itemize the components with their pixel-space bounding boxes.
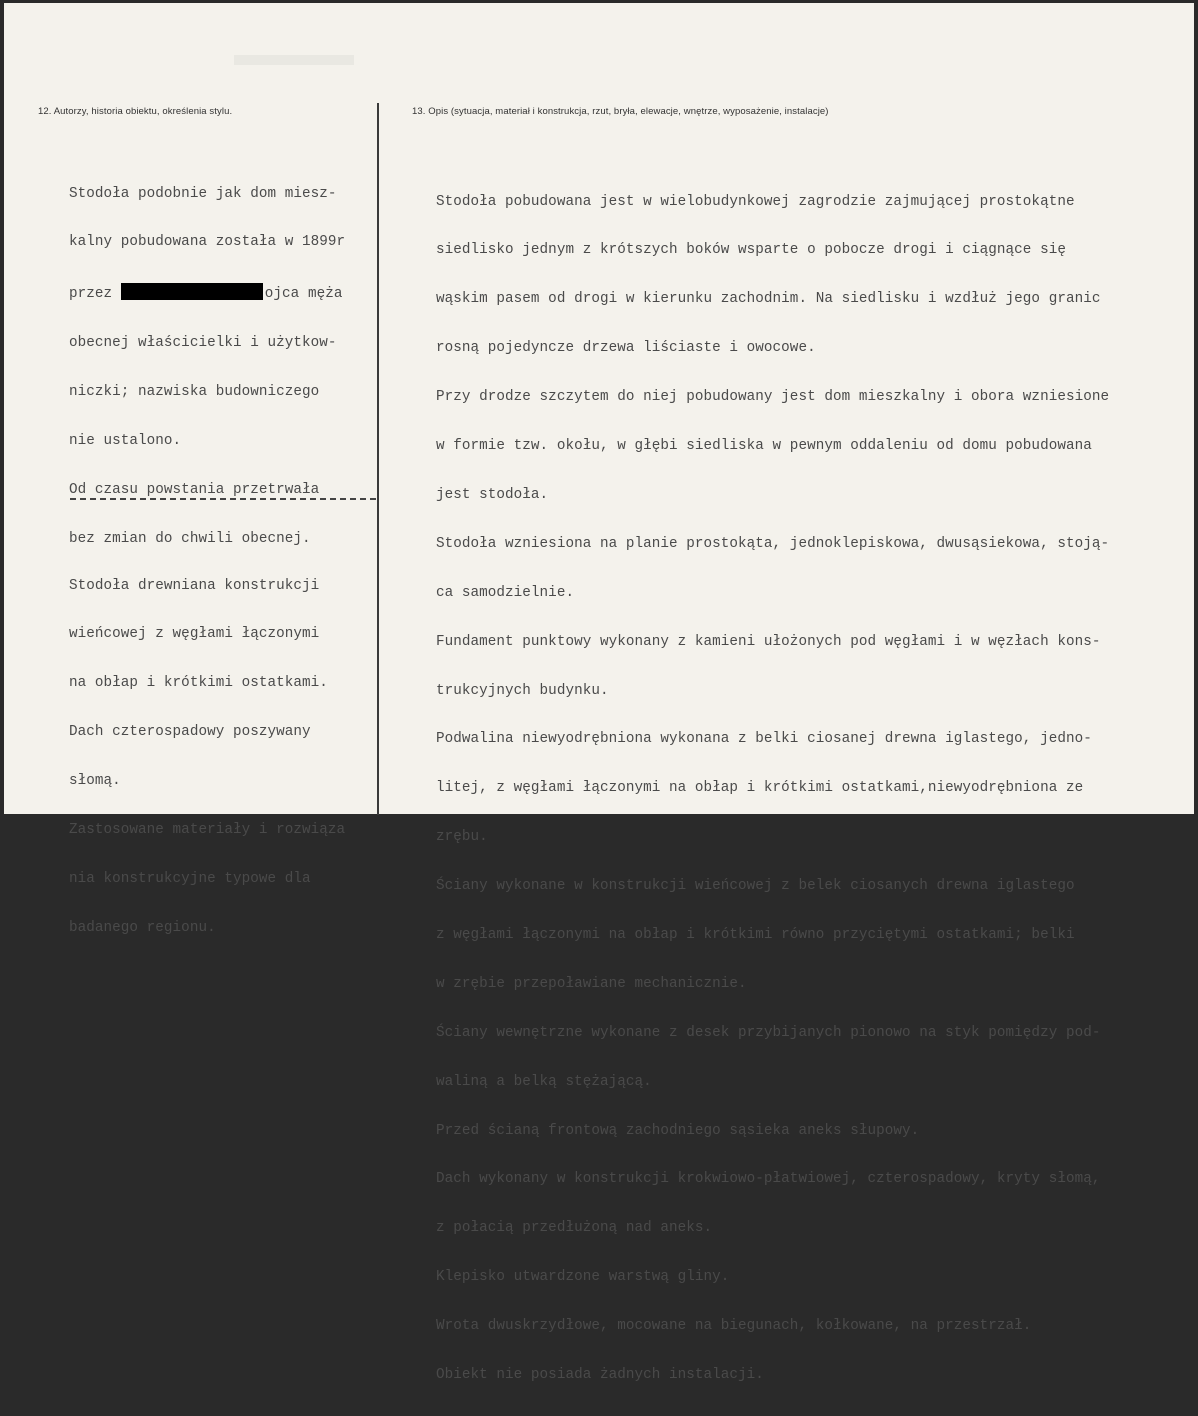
description-line: rosną pojedyncze drzewa liściaste i owocowe. bbox=[436, 340, 816, 357]
history-line: nie ustalono. bbox=[69, 433, 182, 450]
history-line: obecnej właścicielki i użytkow- bbox=[69, 335, 337, 352]
style-line: słomą. bbox=[69, 773, 121, 790]
history-line-prefix: przez bbox=[69, 286, 113, 303]
style-line: Dach czterospadowy poszywany bbox=[69, 724, 311, 741]
history-line: kalny pobudowana została w 1899r bbox=[69, 234, 346, 251]
description-line: Przy drodze szczytem do niej pobudowany jest dom mieszkalny i obora wzniesione bbox=[436, 389, 1110, 406]
column-divider bbox=[377, 103, 379, 815]
description-line: Wrota dwuskrzydłowe, mocowane na biegunach, kołkowane, na przestrzał. bbox=[436, 1318, 1032, 1335]
style-line: badanego regionu. bbox=[69, 919, 216, 936]
history-line-redacted bbox=[69, 283, 345, 302]
description-line: jest stodoła. bbox=[436, 486, 549, 503]
description-line: Stodoła pobudowana jest w wielobudynkowej zagrodzie zajmującej prostokątne bbox=[436, 193, 1075, 210]
section-12-header: 12. Autorzy, historia obiektu, określenia stylu. bbox=[38, 106, 233, 117]
description-line: Fundament punktowy wykonany z kamieni ułożonych pod węgłami i w węzłach kons- bbox=[436, 633, 1101, 650]
redaction-bar bbox=[121, 283, 263, 300]
description-line: Klepisko utwardzone warstwą gliny. bbox=[436, 1269, 730, 1286]
style-line: nia konstrukcyjne typowe dla bbox=[69, 870, 311, 887]
document-page bbox=[4, 3, 1194, 1383]
description-line: Stodoła wzniesiona na planie prostokąta, jednoklepiskowa, dwusąsiekowa, stoją- bbox=[436, 535, 1110, 552]
description-line: zrębu. bbox=[436, 829, 488, 846]
faint-mark bbox=[234, 55, 354, 65]
description-line: Obiekt nie posiada żadnych instalacji. bbox=[436, 1366, 764, 1383]
description-line: Ściany wykonane w konstrukcji wieńcowej z belek ciosanych drewna iglastego bbox=[436, 878, 1075, 895]
dashed-separator bbox=[70, 498, 376, 500]
description-line: wąskim pasem od drogi w kierunku zachodnim. Na siedlisku i wzdłuż jego granic bbox=[436, 291, 1101, 308]
description-line: ca samodzielnie. bbox=[436, 584, 575, 601]
description-line: w zrębie przepoławiane mechanicznie. bbox=[436, 975, 747, 992]
description-line: z węgłami łączonymi na obłap i krótkimi równo przyciętymi ostatkami; belki bbox=[436, 926, 1075, 943]
description-line: z połacią przedłużoną nad aneks. bbox=[436, 1220, 713, 1237]
history-line: niczki; nazwiska budowniczego bbox=[69, 384, 320, 401]
description-line: Przed ścianą frontową zachodniego sąsieka aneks słupowy. bbox=[436, 1122, 920, 1139]
description-line: w formie tzw. okołu, w głębi siedliska w pewnym oddaleniu od domu pobudowana bbox=[436, 438, 1092, 455]
history-text bbox=[69, 153, 345, 580]
history-line-suffix: ojca męża bbox=[264, 286, 343, 303]
style-line: na obłap i krótkimi ostatkami. bbox=[69, 675, 328, 692]
description-line: siedlisko jednym z krótszych boków wsparte o pobocze drogi i ciągnące się bbox=[436, 242, 1066, 259]
description-line: trukcyjnych budynku. bbox=[436, 682, 609, 699]
description-line: Dach wykonany w konstrukcji krokwiowo-płatwiowej, czterospadowy, kryty słomą, bbox=[436, 1171, 1101, 1188]
style-line: Zastosowane materiały i rozwiąza bbox=[69, 822, 346, 839]
description-text bbox=[436, 161, 1109, 1416]
description-line: Podwalina niewyodrębniona wykonana z belki ciosanej drewna iglastego, jedno- bbox=[436, 731, 1092, 748]
section-13-header: 13. Opis (sytuacja, materiał i konstrukcja, rzut, bryła, elewacje, wnętrze, wyposażenie, instalacje) bbox=[412, 106, 829, 117]
history-line: Stodoła podobnie jak dom miesz- bbox=[69, 185, 337, 202]
style-line: Stodoła drewniana konstrukcji bbox=[69, 577, 320, 594]
history-line: bez zmian do chwili obecnej. bbox=[69, 530, 311, 547]
history-line: Od czasu powstania przetrwała bbox=[69, 481, 320, 498]
description-line: waliną a belką stężającą. bbox=[436, 1073, 652, 1090]
description-line: Ściany wewnętrzne wykonane z desek przybijanych pionowo na styk pomiędzy pod- bbox=[436, 1024, 1101, 1041]
description-line: litej, z węgłami łączonymi na obłap i krótkimi ostatkami,niewyodrębniona ze bbox=[436, 780, 1084, 797]
style-text bbox=[69, 545, 345, 969]
style-line: wieńcowej z węgłami łączonymi bbox=[69, 626, 320, 643]
